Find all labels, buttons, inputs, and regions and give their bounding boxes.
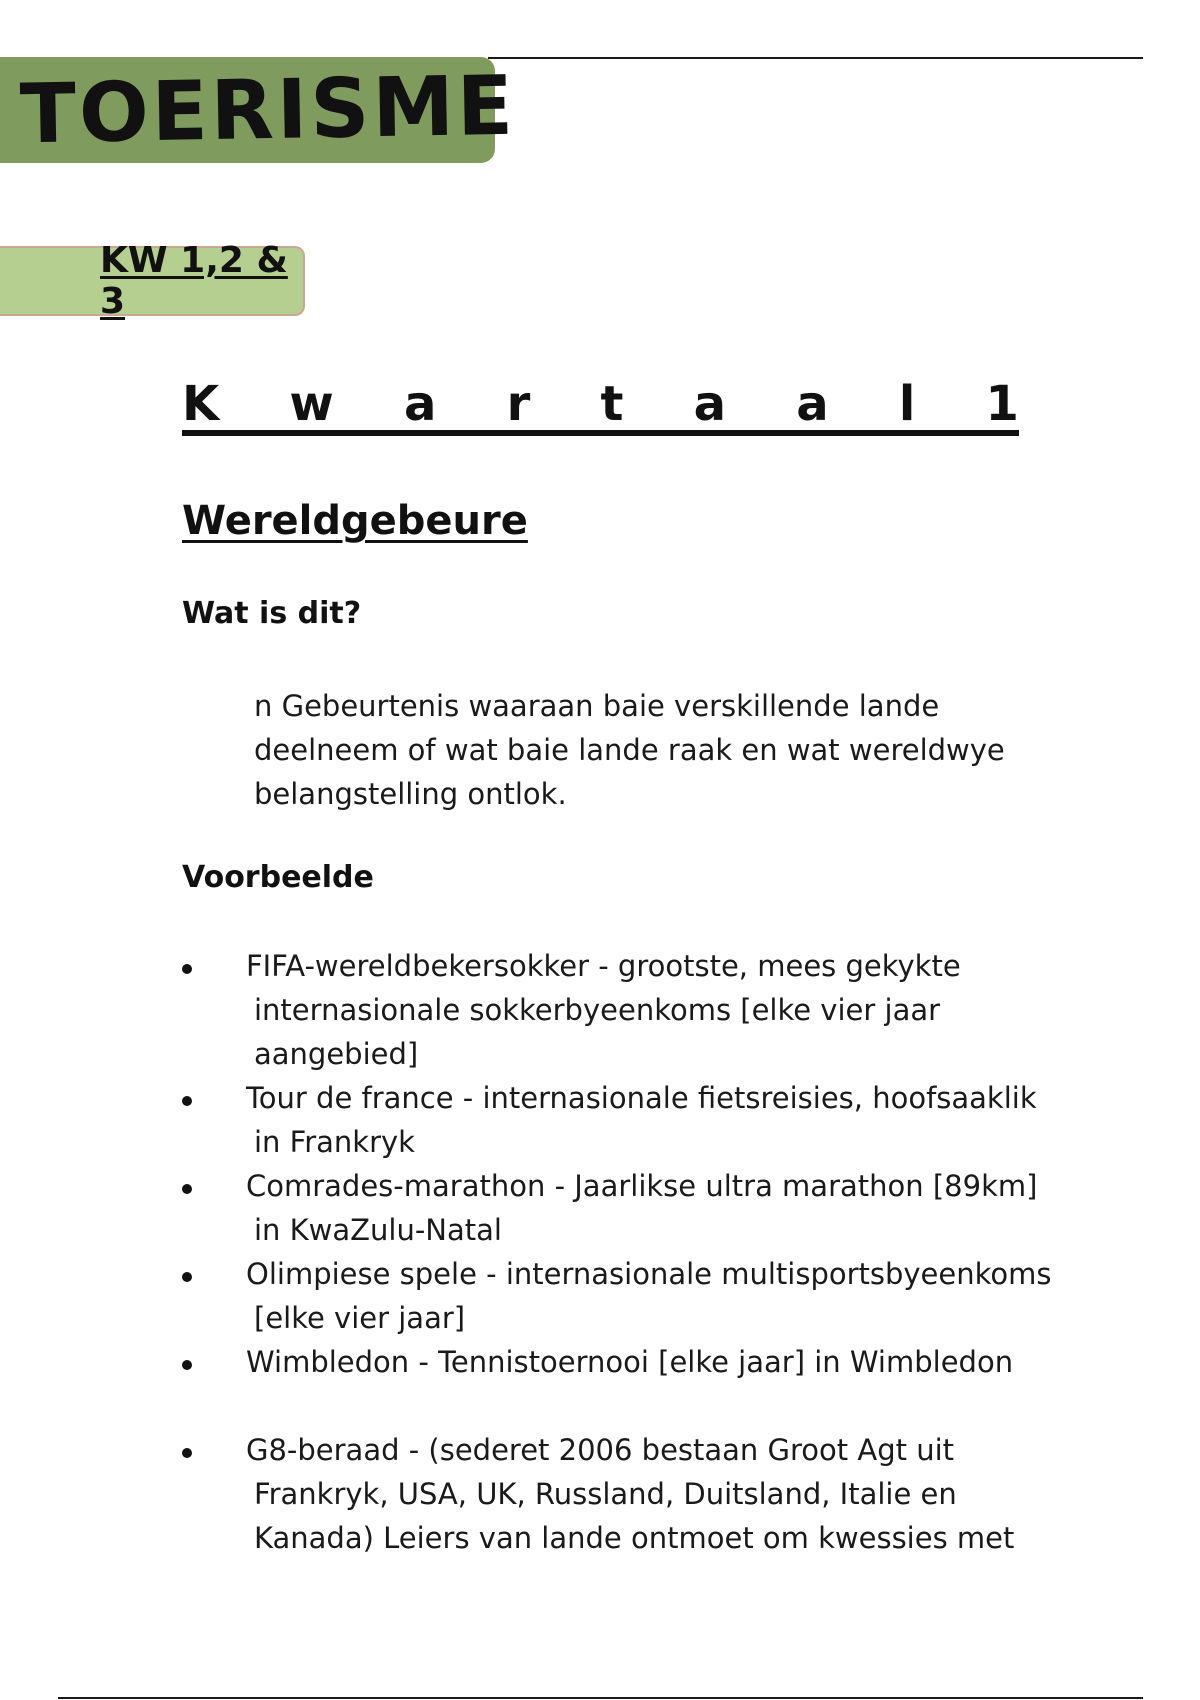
page-title: TOERISME — [19, 58, 517, 162]
list-item-text: FIFA-wereldbekersokker - grootste, mees gekykte internasionale sokkerbyeenkoms [elke vier jaar aangebied] — [246, 949, 961, 1071]
bottom-divider — [58, 1697, 1143, 1699]
bullet-icon — [182, 1184, 192, 1194]
bullet-icon — [182, 1448, 192, 1458]
list-item-text: Wimbledon - Tennistoernooi [elke jaar] in Wimbledon — [246, 1345, 1014, 1379]
quarter-heading-letter: r — [506, 376, 531, 432]
top-divider — [488, 57, 1143, 59]
list-item-text: Comrades-marathon - Jaarlikse ultra marathon [89km] in KwaZulu-Natal — [246, 1169, 1038, 1247]
quarter-heading-letter: a — [796, 376, 829, 432]
examples-heading: Voorbeelde — [182, 860, 374, 895]
definition-text: n Gebeurtenis waaraan baie verskillende lande deelneem of wat baie lande raak en wat wereldwye belangstelling ontlok. — [254, 689, 1005, 811]
list-item — [182, 1428, 1062, 1560]
list-item — [182, 1252, 1062, 1340]
quarter-heading-letter: l — [898, 376, 916, 432]
section-tab-label: KW 1,2 & 3 — [100, 240, 288, 322]
section-tab — [0, 240, 305, 322]
examples-list — [182, 944, 1062, 1560]
quarter-heading-letter: 1 — [985, 376, 1019, 432]
bullet-icon — [182, 1272, 192, 1282]
quarter-heading — [182, 372, 1019, 436]
quarter-heading-letter: a — [693, 376, 727, 432]
list-item-text: Olimpiese spele - internasionale multisportsbyeenkoms [elke vier jaar] — [246, 1257, 1052, 1335]
list-item — [182, 1340, 1062, 1384]
quarter-heading-letter: K — [182, 376, 220, 432]
section-heading: Wereldgebeure — [182, 498, 528, 544]
list-item-text: Tour de france - internasionale fietsreisies, hoofsaaklik in Frankryk — [246, 1081, 1037, 1159]
list-item-text: G8-beraad - (sederet 2006 bestaan Groot Agt uit Frankryk, USA, UK, Russland, Duitsland, Italie en Kanada) Leiers van lande ontmoet om kwessies met — [246, 1433, 1015, 1555]
bullet-icon — [182, 1360, 192, 1370]
title-banner — [0, 57, 517, 163]
list-item — [182, 944, 1062, 1076]
bullet-icon — [182, 964, 192, 974]
list-item — [182, 1164, 1062, 1252]
quarter-heading-letter: t — [600, 376, 624, 432]
bullet-icon — [182, 1096, 192, 1106]
list-item — [182, 1076, 1062, 1164]
question-heading: Wat is dit? — [182, 596, 362, 631]
quarter-heading-letter: w — [289, 376, 334, 432]
quarter-heading-letter: a — [403, 376, 437, 432]
